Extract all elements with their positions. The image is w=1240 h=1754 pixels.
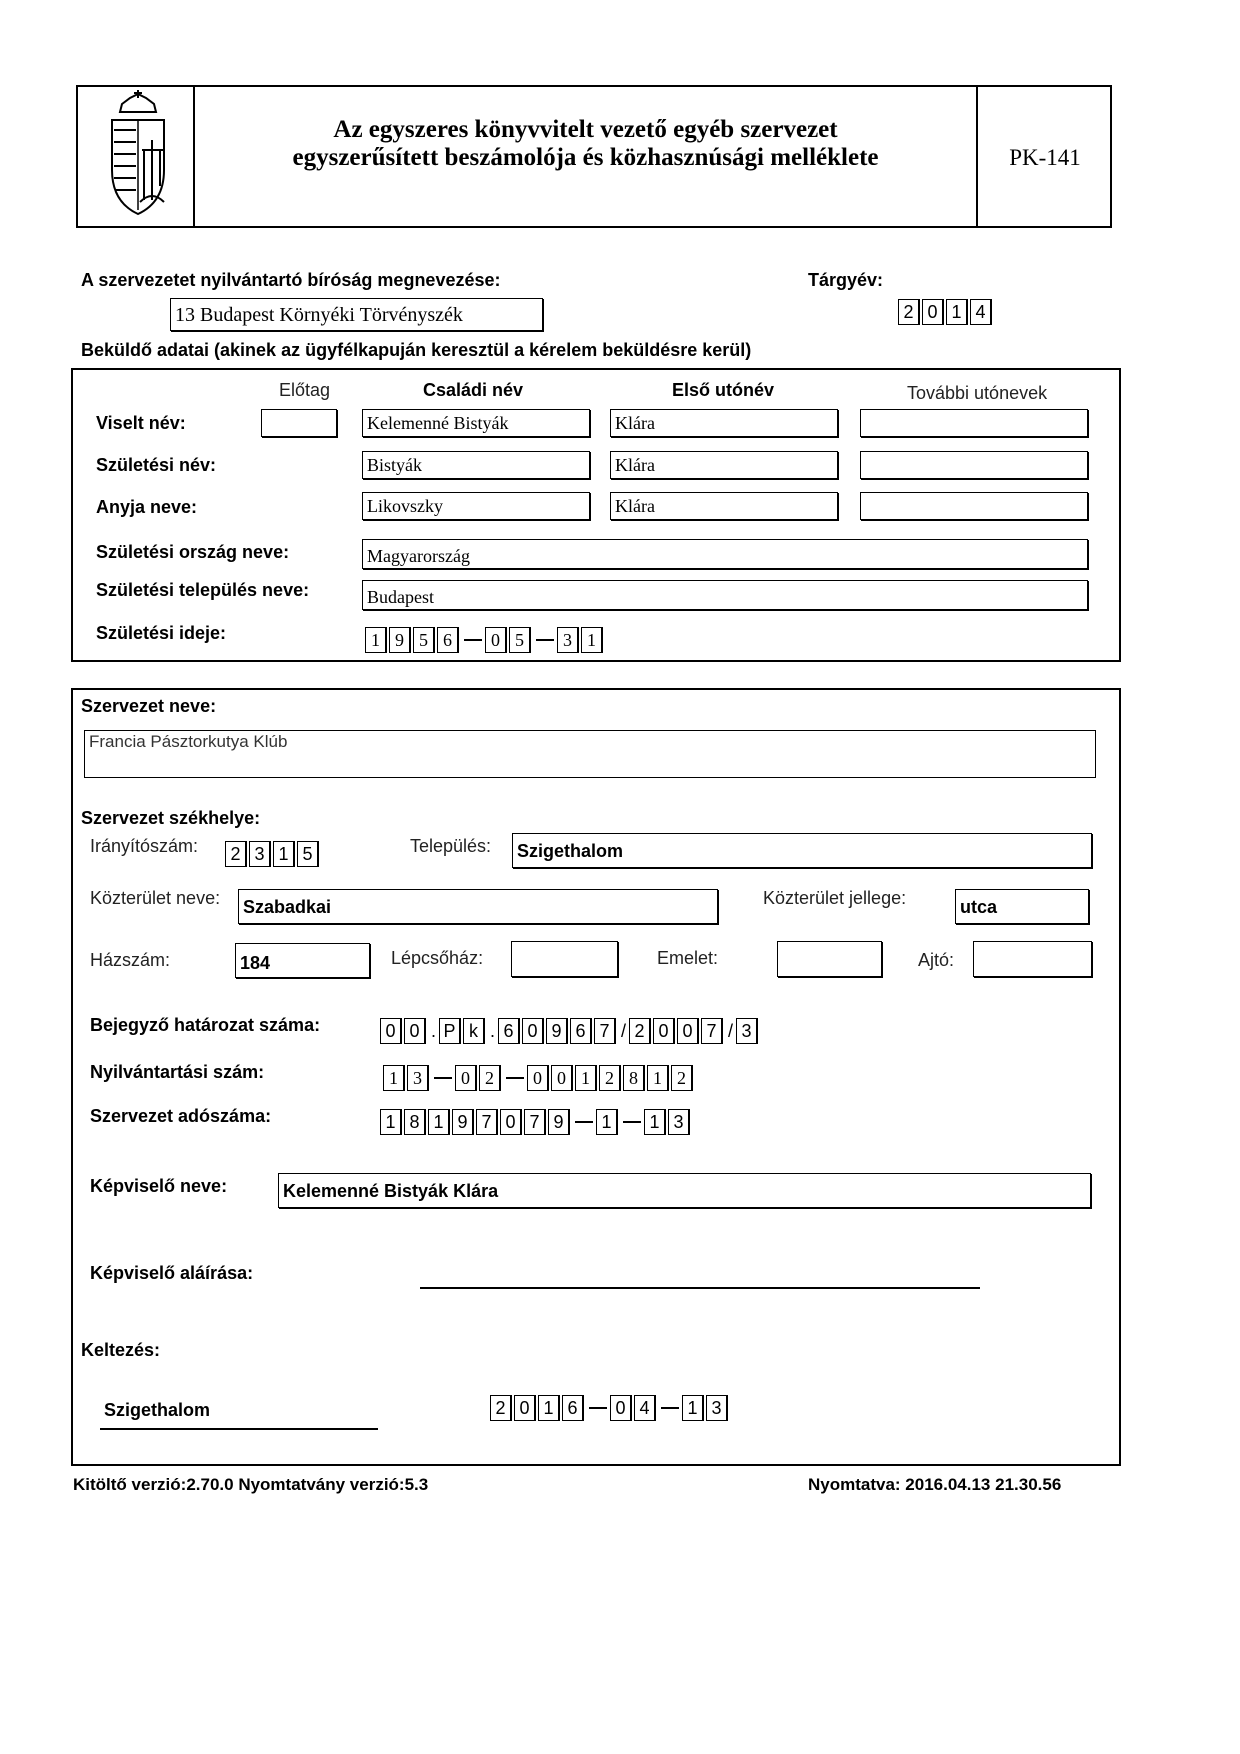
digit-cell[interactable]: P bbox=[439, 1018, 461, 1044]
digit-cell[interactable]: 0 bbox=[551, 1065, 573, 1091]
digit-cell[interactable]: 6 bbox=[562, 1395, 584, 1421]
digit-separator-dash bbox=[661, 1407, 679, 1409]
digit-cell[interactable]: 0 bbox=[527, 1065, 549, 1091]
digit-cell[interactable]: 2 bbox=[225, 841, 247, 867]
digit-separator-dash bbox=[623, 1121, 641, 1123]
digit-cell[interactable]: 9 bbox=[548, 1109, 570, 1135]
current-prefix-field[interactable] bbox=[261, 409, 337, 437]
coat-of-arms-logo bbox=[102, 90, 174, 218]
birth-date-digits[interactable] bbox=[365, 626, 605, 654]
digit-cell[interactable]: 1 bbox=[273, 841, 295, 867]
signature-label: Képviselő aláírása: bbox=[90, 1263, 254, 1283]
city-label: Település: bbox=[410, 836, 492, 856]
city-field[interactable]: Szigethalom bbox=[512, 833, 1092, 868]
digit-cell[interactable]: 0 bbox=[485, 627, 507, 653]
digit-cell[interactable]: 8 bbox=[404, 1109, 426, 1135]
birth-date-label: Születési ideje: bbox=[96, 623, 227, 643]
col-prefix-header: Előtag bbox=[279, 380, 331, 400]
birth-family-field[interactable]: Bistyák bbox=[362, 451, 590, 479]
birth-first-field[interactable]: Klára bbox=[610, 451, 838, 479]
sender-heading: Beküldő adatai (akinek az ügyfélkapuján keresztül a kérelem beküldésre kerül) bbox=[81, 340, 752, 360]
house-number-field[interactable]: 184 bbox=[235, 943, 370, 978]
digit-cell[interactable]: 3 bbox=[407, 1065, 429, 1091]
col-first-header: Első utónév bbox=[672, 380, 775, 400]
door-label: Ajtó: bbox=[918, 950, 955, 970]
digit-cell[interactable]: 5 bbox=[509, 627, 531, 653]
digit-cell[interactable]: 1 bbox=[647, 1065, 669, 1091]
current-first-field[interactable]: Klára bbox=[610, 409, 838, 437]
digit-separator: . bbox=[431, 1020, 437, 1041]
digit-cell[interactable]: 7 bbox=[476, 1109, 498, 1135]
tax-number-digits[interactable] bbox=[380, 1108, 692, 1136]
house-number-label: Házszám: bbox=[90, 950, 171, 970]
org-name-field[interactable]: Francia Pásztorkutya Klúb bbox=[84, 730, 1096, 778]
year-label: Tárgyév: bbox=[808, 270, 884, 290]
birth-country-field[interactable]: Magyarország bbox=[362, 539, 1088, 569]
col-family-header: Családi név bbox=[423, 380, 524, 400]
digit-cell[interactable]: 1 bbox=[538, 1395, 560, 1421]
digit-cell[interactable]: 6 bbox=[570, 1018, 592, 1044]
digit-cell[interactable]: 0 bbox=[514, 1395, 536, 1421]
digit-cell[interactable]: 1 bbox=[682, 1395, 704, 1421]
digit-separator-dash bbox=[464, 639, 482, 641]
digit-cell[interactable]: 2 bbox=[479, 1065, 501, 1091]
digit-cell[interactable]: 5 bbox=[413, 627, 435, 653]
street-field[interactable]: Szabadkai bbox=[238, 889, 718, 924]
digit-cell[interactable]: 9 bbox=[546, 1018, 568, 1044]
digit-separator-dash bbox=[589, 1407, 607, 1409]
representative-label: Képviselő neve: bbox=[90, 1176, 228, 1196]
digit-cell[interactable]: 2 bbox=[898, 299, 920, 325]
digit-cell[interactable]: 1 bbox=[383, 1065, 405, 1091]
footer-version: Kitöltő verzió:2.70.0 Nyomtatvány verzió:5.3 bbox=[73, 1475, 429, 1494]
door-field[interactable] bbox=[973, 941, 1092, 977]
digit-cell[interactable]: 1 bbox=[596, 1109, 618, 1135]
digit-cell[interactable]: 0 bbox=[653, 1018, 675, 1044]
street-type-field[interactable]: utca bbox=[955, 889, 1089, 924]
row-mother-name-label: Anyja neve: bbox=[96, 497, 198, 517]
digit-cell[interactable]: 6 bbox=[498, 1018, 520, 1044]
footer-printed: Nyomtatva: 2016.04.13 21.30.56 bbox=[808, 1475, 1062, 1494]
digit-cell[interactable]: 1 bbox=[581, 627, 603, 653]
mother-family-field[interactable]: Likovszky bbox=[362, 492, 590, 520]
mother-first-field[interactable]: Klára bbox=[610, 492, 838, 520]
digit-separator-dash bbox=[536, 639, 554, 641]
registry-digits[interactable] bbox=[383, 1064, 695, 1092]
digit-cell[interactable]: 1 bbox=[644, 1109, 666, 1135]
row-current-name-label: Viselt név: bbox=[96, 413, 186, 433]
registry-label: Nyilvántartási szám: bbox=[90, 1062, 265, 1082]
org-name-label: Szervezet neve: bbox=[81, 696, 217, 716]
current-family-field[interactable]: Kelemenné Bistyák bbox=[362, 409, 590, 437]
dated-label: Keltezés: bbox=[81, 1340, 161, 1360]
digit-separator-dash bbox=[434, 1077, 452, 1079]
form-code: PK-141 bbox=[1009, 145, 1081, 170]
digit-cell[interactable]: 2 bbox=[490, 1395, 512, 1421]
header-title-line1: Az egyszeres könyvvitelt vezető egyéb szervezet bbox=[333, 116, 838, 143]
dated-place[interactable]: Szigethalom bbox=[104, 1400, 211, 1420]
digit-cell[interactable]: 8 bbox=[623, 1065, 645, 1091]
digit-cell[interactable]: 0 bbox=[610, 1395, 632, 1421]
digit-cell[interactable]: 2 bbox=[599, 1065, 621, 1091]
birth-country-label: Születési ország neve: bbox=[96, 542, 290, 562]
digit-cell[interactable]: 5 bbox=[297, 841, 319, 867]
digit-cell[interactable]: k bbox=[463, 1018, 485, 1044]
digit-separator-dash bbox=[575, 1121, 593, 1123]
digit-cell[interactable]: 1 bbox=[380, 1109, 402, 1135]
staircase-label: Lépcsőház: bbox=[391, 948, 484, 968]
street-label: Közterület neve: bbox=[90, 888, 221, 908]
digit-cell[interactable]: 9 bbox=[452, 1109, 474, 1135]
digit-cell[interactable]: 4 bbox=[634, 1395, 656, 1421]
digit-cell[interactable]: 3 bbox=[557, 627, 579, 653]
birth-other-field[interactable] bbox=[860, 451, 1088, 479]
street-type-label: Közterület jellege: bbox=[763, 888, 907, 908]
dated-digits[interactable] bbox=[490, 1394, 730, 1422]
digit-cell[interactable]: 0 bbox=[380, 1018, 402, 1044]
digit-cell[interactable]: 2 bbox=[629, 1018, 651, 1044]
digit-cell[interactable]: 1 bbox=[946, 299, 968, 325]
digit-cell[interactable]: 3 bbox=[249, 841, 271, 867]
digit-cell[interactable]: 0 bbox=[500, 1109, 522, 1135]
digit-cell[interactable]: 0 bbox=[455, 1065, 477, 1091]
digit-cell[interactable]: 9 bbox=[389, 627, 411, 653]
digit-cell[interactable]: 0 bbox=[922, 299, 944, 325]
digit-cell[interactable]: 6 bbox=[437, 627, 459, 653]
floor-label: Emelet: bbox=[657, 948, 719, 968]
court-field[interactable]: 13 Budapest Környéki Törvényszék bbox=[170, 298, 543, 331]
digit-separator: . bbox=[490, 1020, 496, 1041]
digit-cell[interactable]: 7 bbox=[524, 1109, 546, 1135]
resolution-digits[interactable] bbox=[380, 1017, 760, 1045]
digit-separator-dash bbox=[506, 1077, 524, 1079]
dated-place-line bbox=[100, 1428, 378, 1430]
digit-cell[interactable]: 3 bbox=[736, 1018, 758, 1044]
court-label: A szervezetet nyilvántartó bíróság megnevezése: bbox=[81, 270, 501, 290]
birth-city-field[interactable]: Budapest bbox=[362, 580, 1088, 610]
floor-field[interactable] bbox=[777, 941, 882, 977]
current-other-field[interactable] bbox=[860, 409, 1088, 437]
digit-cell[interactable]: 3 bbox=[706, 1395, 728, 1421]
digit-cell[interactable]: 3 bbox=[668, 1109, 690, 1135]
digit-cell[interactable]: 0 bbox=[404, 1018, 426, 1044]
digit-cell[interactable]: 7 bbox=[701, 1018, 723, 1044]
header-title-line2: egyszerűsített beszámolója és közhasznúsági melléklete bbox=[292, 144, 879, 171]
signature-line[interactable] bbox=[420, 1287, 980, 1289]
mother-other-field[interactable] bbox=[860, 492, 1088, 520]
digit-cell[interactable]: 2 bbox=[671, 1065, 693, 1091]
zip-digits[interactable] bbox=[225, 840, 321, 868]
digit-cell[interactable]: 0 bbox=[677, 1018, 699, 1044]
org-seat-label: Szervezet székhelye: bbox=[81, 808, 261, 828]
tax-number-label: Szervezet adószáma: bbox=[90, 1106, 272, 1126]
staircase-field[interactable] bbox=[511, 941, 618, 977]
representative-field[interactable]: Kelemenné Bistyák Klára bbox=[278, 1173, 1091, 1208]
digit-separator: / bbox=[728, 1020, 734, 1041]
birth-city-label: Születési település neve: bbox=[96, 580, 310, 600]
year-digits[interactable] bbox=[898, 298, 994, 326]
digit-cell[interactable]: 7 bbox=[594, 1018, 616, 1044]
row-birth-name-label: Születési név: bbox=[96, 455, 217, 475]
zip-label: Irányítószám: bbox=[90, 836, 199, 856]
col-other-header: További utónevek bbox=[907, 383, 1048, 403]
resolution-label: Bejegyző határozat száma: bbox=[90, 1015, 321, 1035]
digit-cell[interactable]: 0 bbox=[522, 1018, 544, 1044]
digit-cell[interactable]: 1 bbox=[575, 1065, 597, 1091]
digit-separator: / bbox=[621, 1020, 627, 1041]
digit-cell[interactable]: 4 bbox=[970, 299, 992, 325]
digit-cell[interactable]: 1 bbox=[365, 627, 387, 653]
digit-cell[interactable]: 1 bbox=[428, 1109, 450, 1135]
